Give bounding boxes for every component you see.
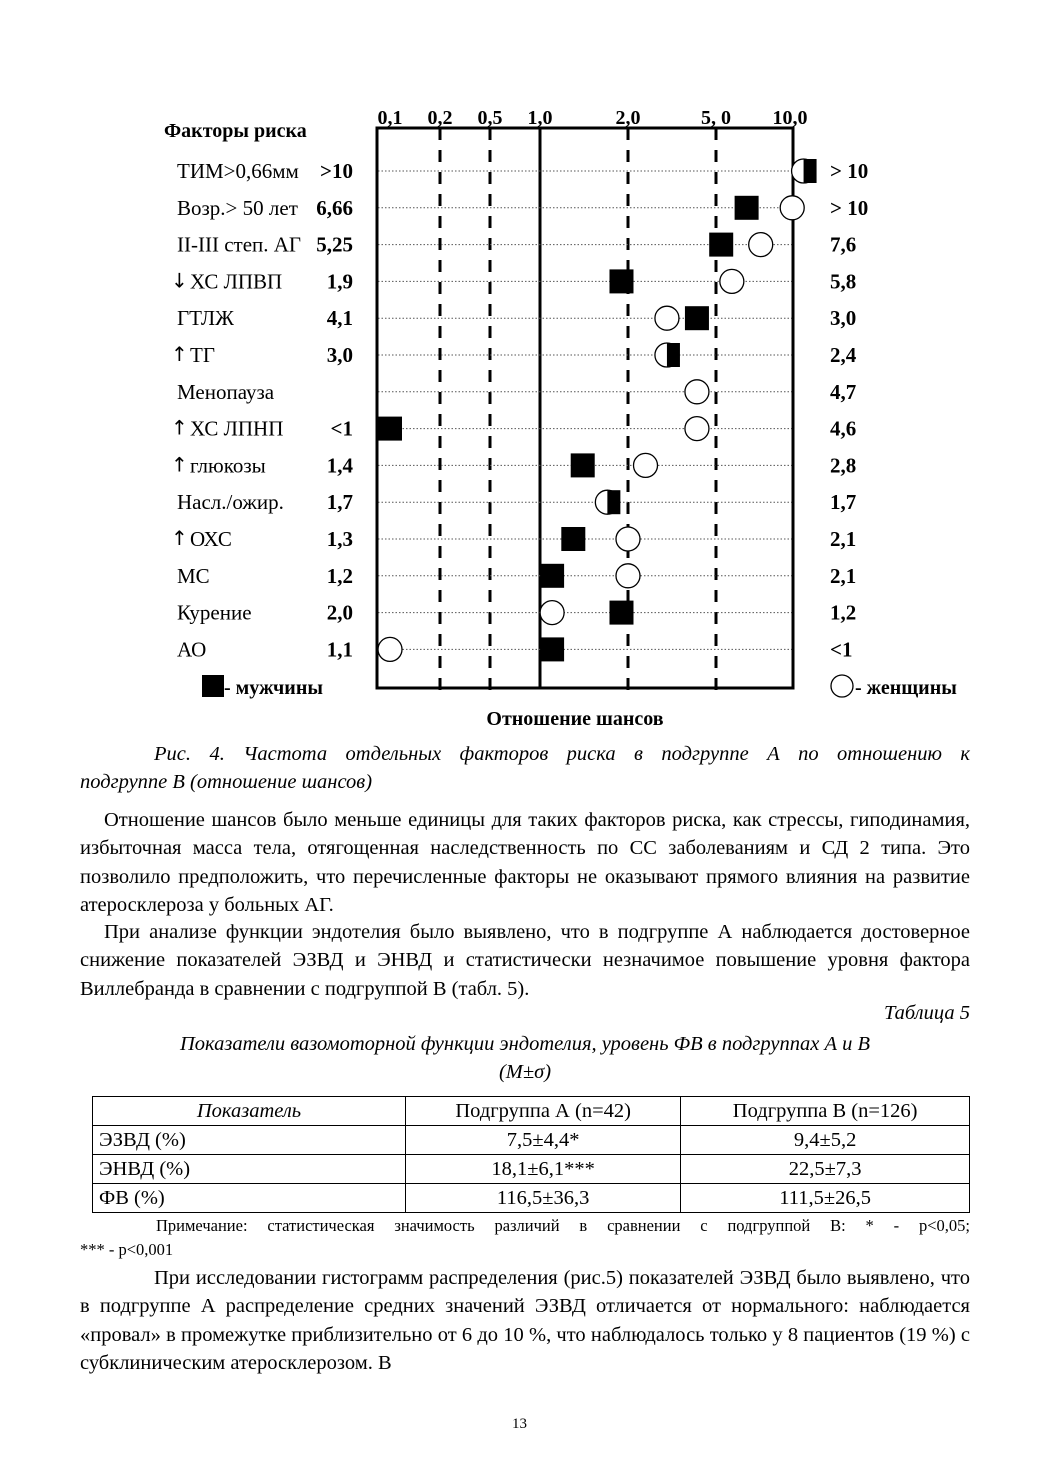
chart-gridlines [378,128,792,696]
table-cell: ЭНВД (%) [93,1155,406,1184]
women-odds-label: 5,8 [830,269,857,294]
x-tick-label: 0,1 [377,107,403,129]
men-marker [378,417,402,441]
paragraph-2 [80,918,970,1003]
table-row [93,1126,970,1155]
women-marker [655,306,679,330]
results-table [92,1096,970,1213]
table-cell: ФВ (%) [93,1184,406,1213]
x-tick-label: 10,0 [772,107,808,129]
table-note-line-2: *** - p<0,001 [80,1240,174,1259]
plot-frame [377,128,793,688]
women-odds-label: 3,0 [830,306,857,331]
table-row [93,1155,970,1184]
x-tick-label: 5, 0 [701,107,731,129]
x-tick-label: 2,0 [615,107,641,129]
factor-name: Менопауза [177,379,275,404]
women-odds-label: 2,1 [830,563,857,588]
arrow-icon: ↑ [171,415,188,440]
women-odds-label: 2,4 [830,343,857,367]
women-marker [780,196,804,220]
men-marker [561,527,585,551]
x-tick-label: 0,5 [477,107,503,129]
men-odds-label: 3,0 [326,343,353,367]
arrow-icon: ↑ [171,452,188,477]
men-odds-label: 5,25 [316,232,353,257]
women-odds-label: 1,7 [830,490,857,515]
paragraph-3 [80,1264,970,1378]
table-title [80,1030,970,1086]
men-odds-label: 1,9 [326,269,353,294]
factor-name: глюкозы [190,453,266,478]
arrow-icon: ↑ [171,342,188,366]
factor-name: АО [177,637,207,662]
table-number: Таблица 5 [883,1002,970,1024]
x-tick-label: 1,0 [527,107,553,129]
legend-women-marker [831,675,853,697]
x-tick-labels [378,107,808,129]
men-marker [540,564,564,588]
factor-name: ГТЛЖ [177,306,234,331]
figure-caption [80,740,970,796]
women-odds-label: 4,7 [830,379,857,404]
table-cell: 9,4±5,2 [681,1126,970,1155]
table-title-line-1: Показатели вазомоторной функции эндотелия, уровень ФВ в подгруппах А и В [179,1033,871,1055]
men-marker [709,233,733,257]
men-odds-label: 1,1 [326,637,353,662]
paragraph-1 [80,806,970,920]
women-marker [720,269,744,293]
table-row [93,1184,970,1213]
men-marker [667,343,680,367]
men-odds-label: 1,4 [326,453,353,478]
factor-name: ХС ЛПВП [190,269,283,294]
women-marker [634,453,658,477]
women-marker [378,637,402,661]
legend-women-label: - женщины [855,677,957,699]
paragraph-3-text: При исследовании гистограмм распределения (рис.5) показателей ЭЗВД было выявлено, что в подгруппе А распределение средних значений ЭЗВД отличается от нормального: наблюдается «провал» в промежутке приблизительно от 6 до 10 %, что наблюдалось только у 8 пациентов (19 %) с субклиническим атеросклерозом. В [80,1267,970,1375]
caption-line-2: подгруппе В (отношение шансов) [80,771,373,793]
header-indicator: Показатель [93,1097,406,1126]
men-marker [571,453,595,477]
men-marker [607,490,620,514]
men-marker [609,601,633,625]
men-odds-label: <1 [330,416,353,441]
men-marker [685,306,709,330]
header-group-b: Подгруппа В (n=126) [681,1097,970,1126]
factor-name: II-III степ. АГ [177,232,302,257]
women-odds-label: 4,6 [830,416,857,441]
x-tick-label: 0,2 [427,107,453,129]
men-odds-label: 1,3 [326,527,353,551]
women-odds-label: > 10 [830,159,869,183]
men-marker [609,269,633,293]
women-marker [685,380,709,404]
page-number: 13 [512,1416,527,1432]
women-marker [616,527,640,551]
men-odds-label: >10 [320,159,353,183]
table-header-row [93,1097,970,1126]
table-cell: 22,5±7,3 [681,1155,970,1184]
caption-line-1: Рис. 4. Частота отдельных факторов риска в подгруппе А по отношению к [154,743,970,765]
men-marker [540,637,564,661]
table-cell: 111,5±26,5 [681,1184,970,1213]
women-odds-label: 1,2 [830,600,857,625]
factor-name: Возр.> 50 лет [177,195,298,220]
table-title-line-2: (M±σ) [498,1061,552,1083]
factor-name: МС [177,563,210,588]
women-marker [616,564,640,588]
women-odds-label: > 10 [830,195,869,220]
table-note [80,1214,970,1262]
men-odds-label: 1,7 [326,490,353,515]
header-group-a: Подгруппа А (n=42) [406,1097,681,1126]
chart-markers [378,159,817,661]
legend-men-marker [202,675,224,697]
paragraph-1-text: Отношение шансов было меньше единицы для таких факторов риска, как стрессы, гиподинамия, избыточная масса тела, отягощенная наследственность по СС заболеваниям и СД 2 типа. Это позволило предположить, что перечисленные факторы не оказывают прямого влияния на развитие атеросклероза у больных АГ. [80,809,970,917]
men-odds-label: 2,0 [326,600,353,625]
legend-men-label: - мужчины [224,677,323,699]
table-cell: 116,5±36,3 [406,1184,681,1213]
factor-name: ТИМ>0,66мм [177,159,299,183]
factor-name: ОХС [190,527,232,551]
men-marker [735,196,759,220]
paragraph-2-text: При анализе функции эндотелия было выявлено, что в подгруппе А наблюдается достоверное снижение показателей ЭЗВД и ЭНВД и статистически незначимое повышение уровня фактора Виллебранда в сравнении с подгруппой В (табл. 5). [80,921,970,1000]
factor-name: Курение [177,600,252,625]
factor-name: ХС ЛПНП [190,416,284,441]
men-odds-label: 4,1 [326,306,353,331]
x-axis-label: Отношение шансов [486,708,664,730]
table-note-line-1: Примечание: статистическая значимость различий в сравнении с подгруппой В: * - p<0,05; [156,1216,970,1235]
women-odds-label: <1 [830,637,853,662]
table-cell: ЭЗВД (%) [93,1126,406,1155]
women-marker [685,417,709,441]
women-odds-label: 2,8 [830,453,857,478]
table-cell: 7,5±4,4* [406,1126,681,1155]
women-marker [540,601,564,625]
arrow-icon: ↑ [171,526,188,550]
chart-title: Факторы риска [164,120,307,142]
women-odds-label: 2,1 [830,527,857,551]
arrow-icon: ↓ [171,268,188,293]
women-odds-label: 7,6 [830,232,857,257]
men-odds-label: 6,66 [316,195,353,220]
men-odds-label: 1,2 [326,563,353,588]
women-marker [749,233,773,257]
table-cell: 18,1±6,1*** [406,1155,681,1184]
factor-name: ТГ [190,343,215,367]
factor-name: Насл./ожир. [177,490,284,515]
men-marker [804,159,817,183]
